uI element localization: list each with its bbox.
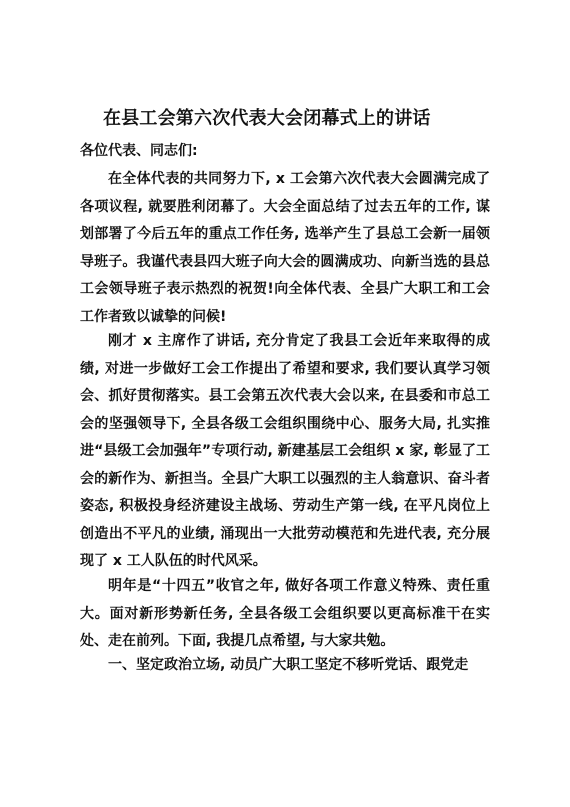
paragraph-achievements: 刚才 x 主席作了讲话, 充分肯定了我县工会近年来取得的成绩, 对进一步做好工会工作提出了希望和要求, 我们要认真学习领会、抓好贯彻落实。县工会第五次代表大会以来, 在县委和市总工会的坚强领导下, 全县各级工会组织围绕中心、服务大局, 扎实推进“县级工会加强年”专项行动, 新建基层工会组织 x 家, 彰显了工会的新作为、新担当。全县广大职工以强烈的主人翁意识、奋斗者姿态, 积极投身经济建设主战场、劳动生产第一线, 在平凡岗位上创造出不平凡的业绩, 涌现出一大批劳动模范和先进代表, 充分展现了 x 工人队伍的时代风采。	[80, 333, 490, 569]
paragraph-next-year: 明年是“十四五”收官之年, 做好各项工作意义特殊、责任重大。面对新形势新任务, 全县各级工会组织要以更高标准干在实处、走在前列。下面, 我提几点希望, 与大家共勉。	[80, 578, 490, 649]
greeting: 各位代表、同志们:	[80, 143, 198, 159]
paragraph-opening: 在全体代表的共同努力下, x 工会第六次代表大会圆满完成了各项议程, 就要胜利闭幕了。大会全面总结了过去五年的工作, 谋划部署了今后五年的重点工作任务, 选举产生了县总工会新一届领导班子。我谨代表县四大班子向大会的圆满成功、向新当选的县总工会领导班子表示热烈的祝贺!向全体代表、全县广大职工和工会工作者致以诚挚的问候!	[80, 171, 490, 325]
section-heading-one: 一、坚定政治立场, 动员广大职工坚定不移听党话、跟党走	[108, 657, 469, 673]
document-title: 在县工会第六次代表大会闭幕式上的讲话	[103, 108, 431, 129]
